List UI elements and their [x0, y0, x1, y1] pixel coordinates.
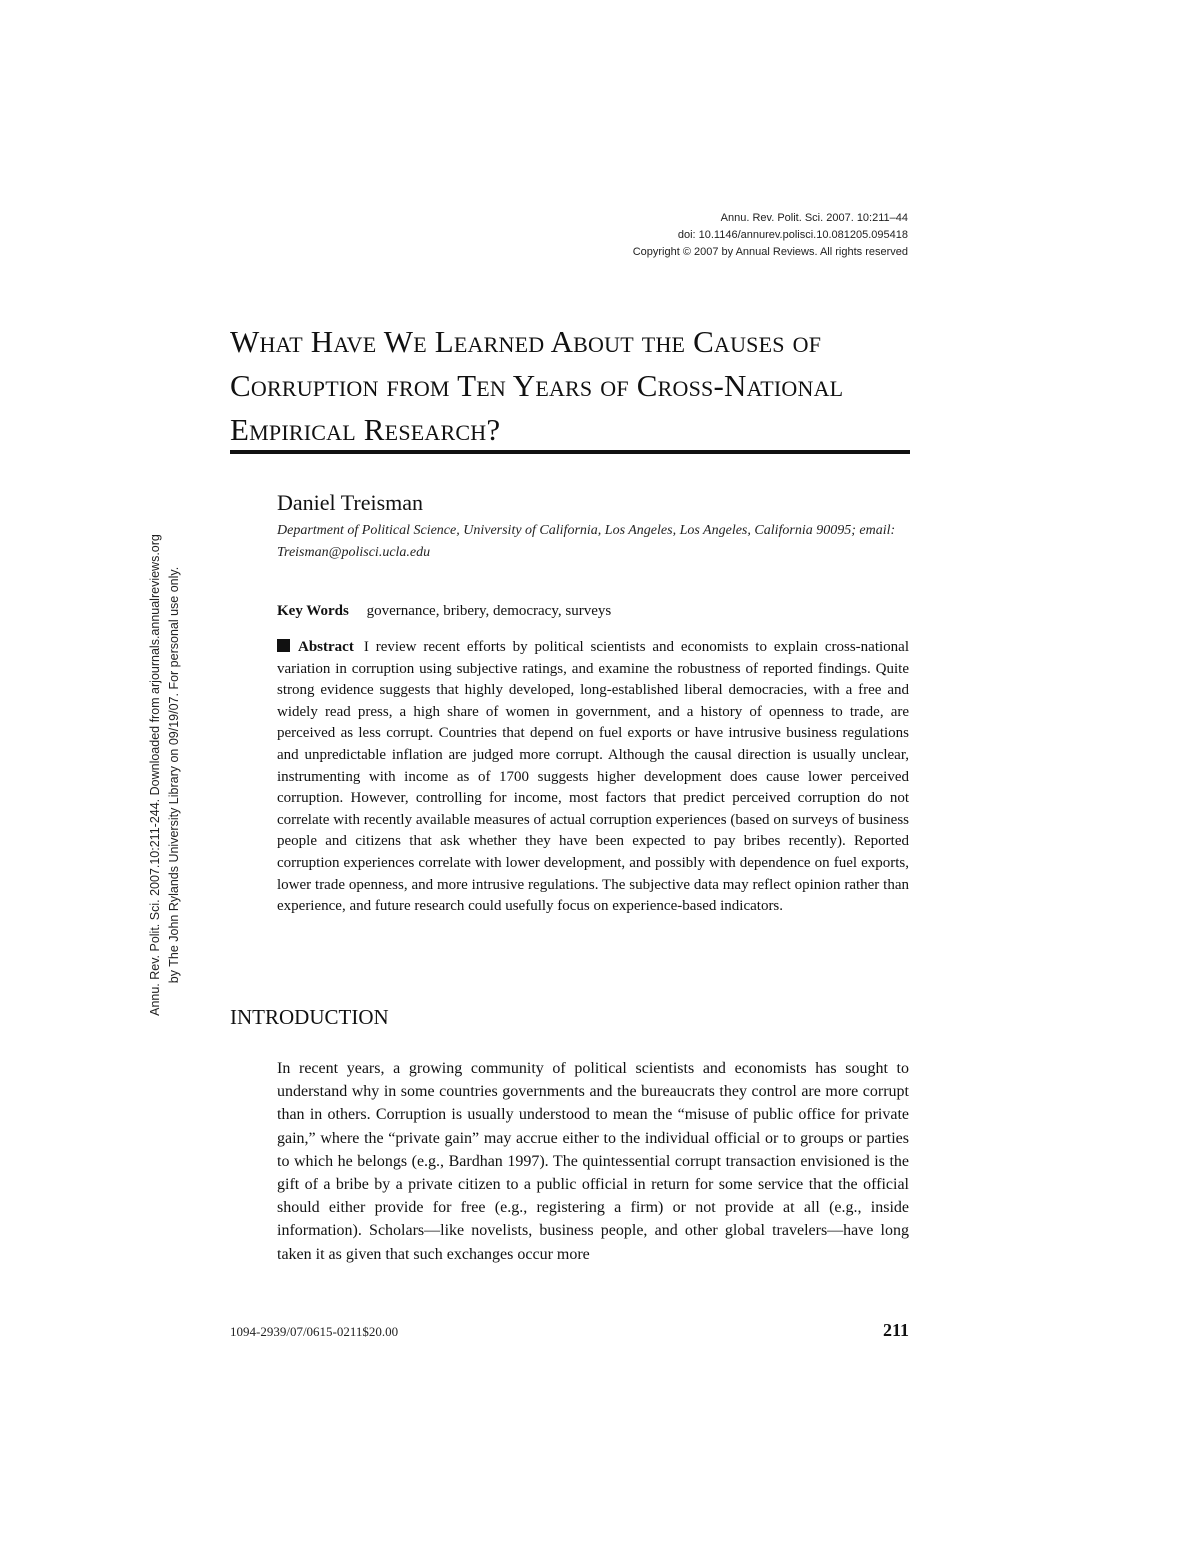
- abstract: [277, 637, 909, 918]
- title-rule: [230, 450, 910, 454]
- abstract-text: I review recent efforts by political scientists and economists to explain cross-national variation in corruption using subjective ratings, and examine the robustness of reported findings. Quite strong evidence suggests that highly developed, long-established liberal democracies, with a free and widely read press, a high share of women in government, and a history of openness to trade, are perceived as less corrupt. Countries that depend on fuel exports or have intrusive business regulations and unpredictable inflation are judged more corrupt. Although the causal direction is usually unclear, instrumenting with income as of 1700 suggests higher development does cause lower perceived corruption. However, controlling for income, most factors that predict perceived corruption do not correlate with recently available measures of actual corruption experiences (based on surveys of business people and citizens that ask whether they have been expected to pay bribes recently). Reported corruption experiences correlate with lower development, and possibly with dependence on fuel exports, lower trade openness, and more intrusive regulations. The subjective data may reflect opinion rather than experience, and future research could usefully focus on experience-based indicators.: [277, 639, 909, 915]
- side-download-note: [146, 495, 186, 1055]
- journal-citation: Annu. Rev. Polit. Sci. 2007. 10:211–44: [720, 212, 908, 224]
- abstract-label: Abstract: [298, 639, 354, 655]
- author-name: Daniel Treisman: [277, 490, 424, 515]
- journal-meta: [633, 210, 908, 261]
- journal-copyright: Copyright © 2007 by Annual Reviews. All rights reserved: [632, 246, 908, 258]
- article-title: What Have We Learned About the Causes of Corruption from Ten Years of Cross-National Empirical Research?: [230, 324, 844, 447]
- introduction-text: In recent years, a growing community of political scientists and economists has sought to understand why in some countries governments and the bureaucrats they control are more corrupt than in others. Corruption is usually understood to mean the “misuse of public office for private gain,” where the “private gain” may accrue either to the individual official or to groups or parties to which he belongs (e.g., Bardhan 1997). The quintessential corrupt transaction envisioned is the gift of a bribe by a private citizen to a public official in return for some service that the official should either provide for free (e.g., registering a firm) or not provide at all (e.g., inside information). Scholars—like novelists, business people, and other global travelers—have long taken it as given that such exchanges occur more: [277, 1060, 909, 1263]
- author-affiliation: Department of Political Science, University of California, Los Angeles, Los Angeles, California 90095; email: Treisman@polisci.ucla.edu: [277, 523, 896, 560]
- side-note-line-1: Annu. Rev. Polit. Sci. 2007.10:211-244. Downloaded from arjournals.annualreviews.org: [148, 534, 162, 1016]
- keywords-terms: governance, bribery, democracy, surveys: [366, 603, 612, 619]
- footer-code: 1094-2939/07/0615-0211$20.00: [230, 1324, 399, 1339]
- side-note-line-2: by The John Rylands University Library on 09/19/07. For personal use only.: [167, 566, 181, 984]
- abstract-square-icon: [277, 639, 290, 652]
- keywords: [277, 603, 611, 620]
- journal-doi: doi: 10.1146/annurev.polisci.10.081205.095418: [677, 229, 908, 241]
- page-number: 211: [882, 1320, 909, 1340]
- section-heading-introduction: INTRODUCTION: [230, 1005, 389, 1029]
- keywords-label: Key Words: [277, 603, 349, 619]
